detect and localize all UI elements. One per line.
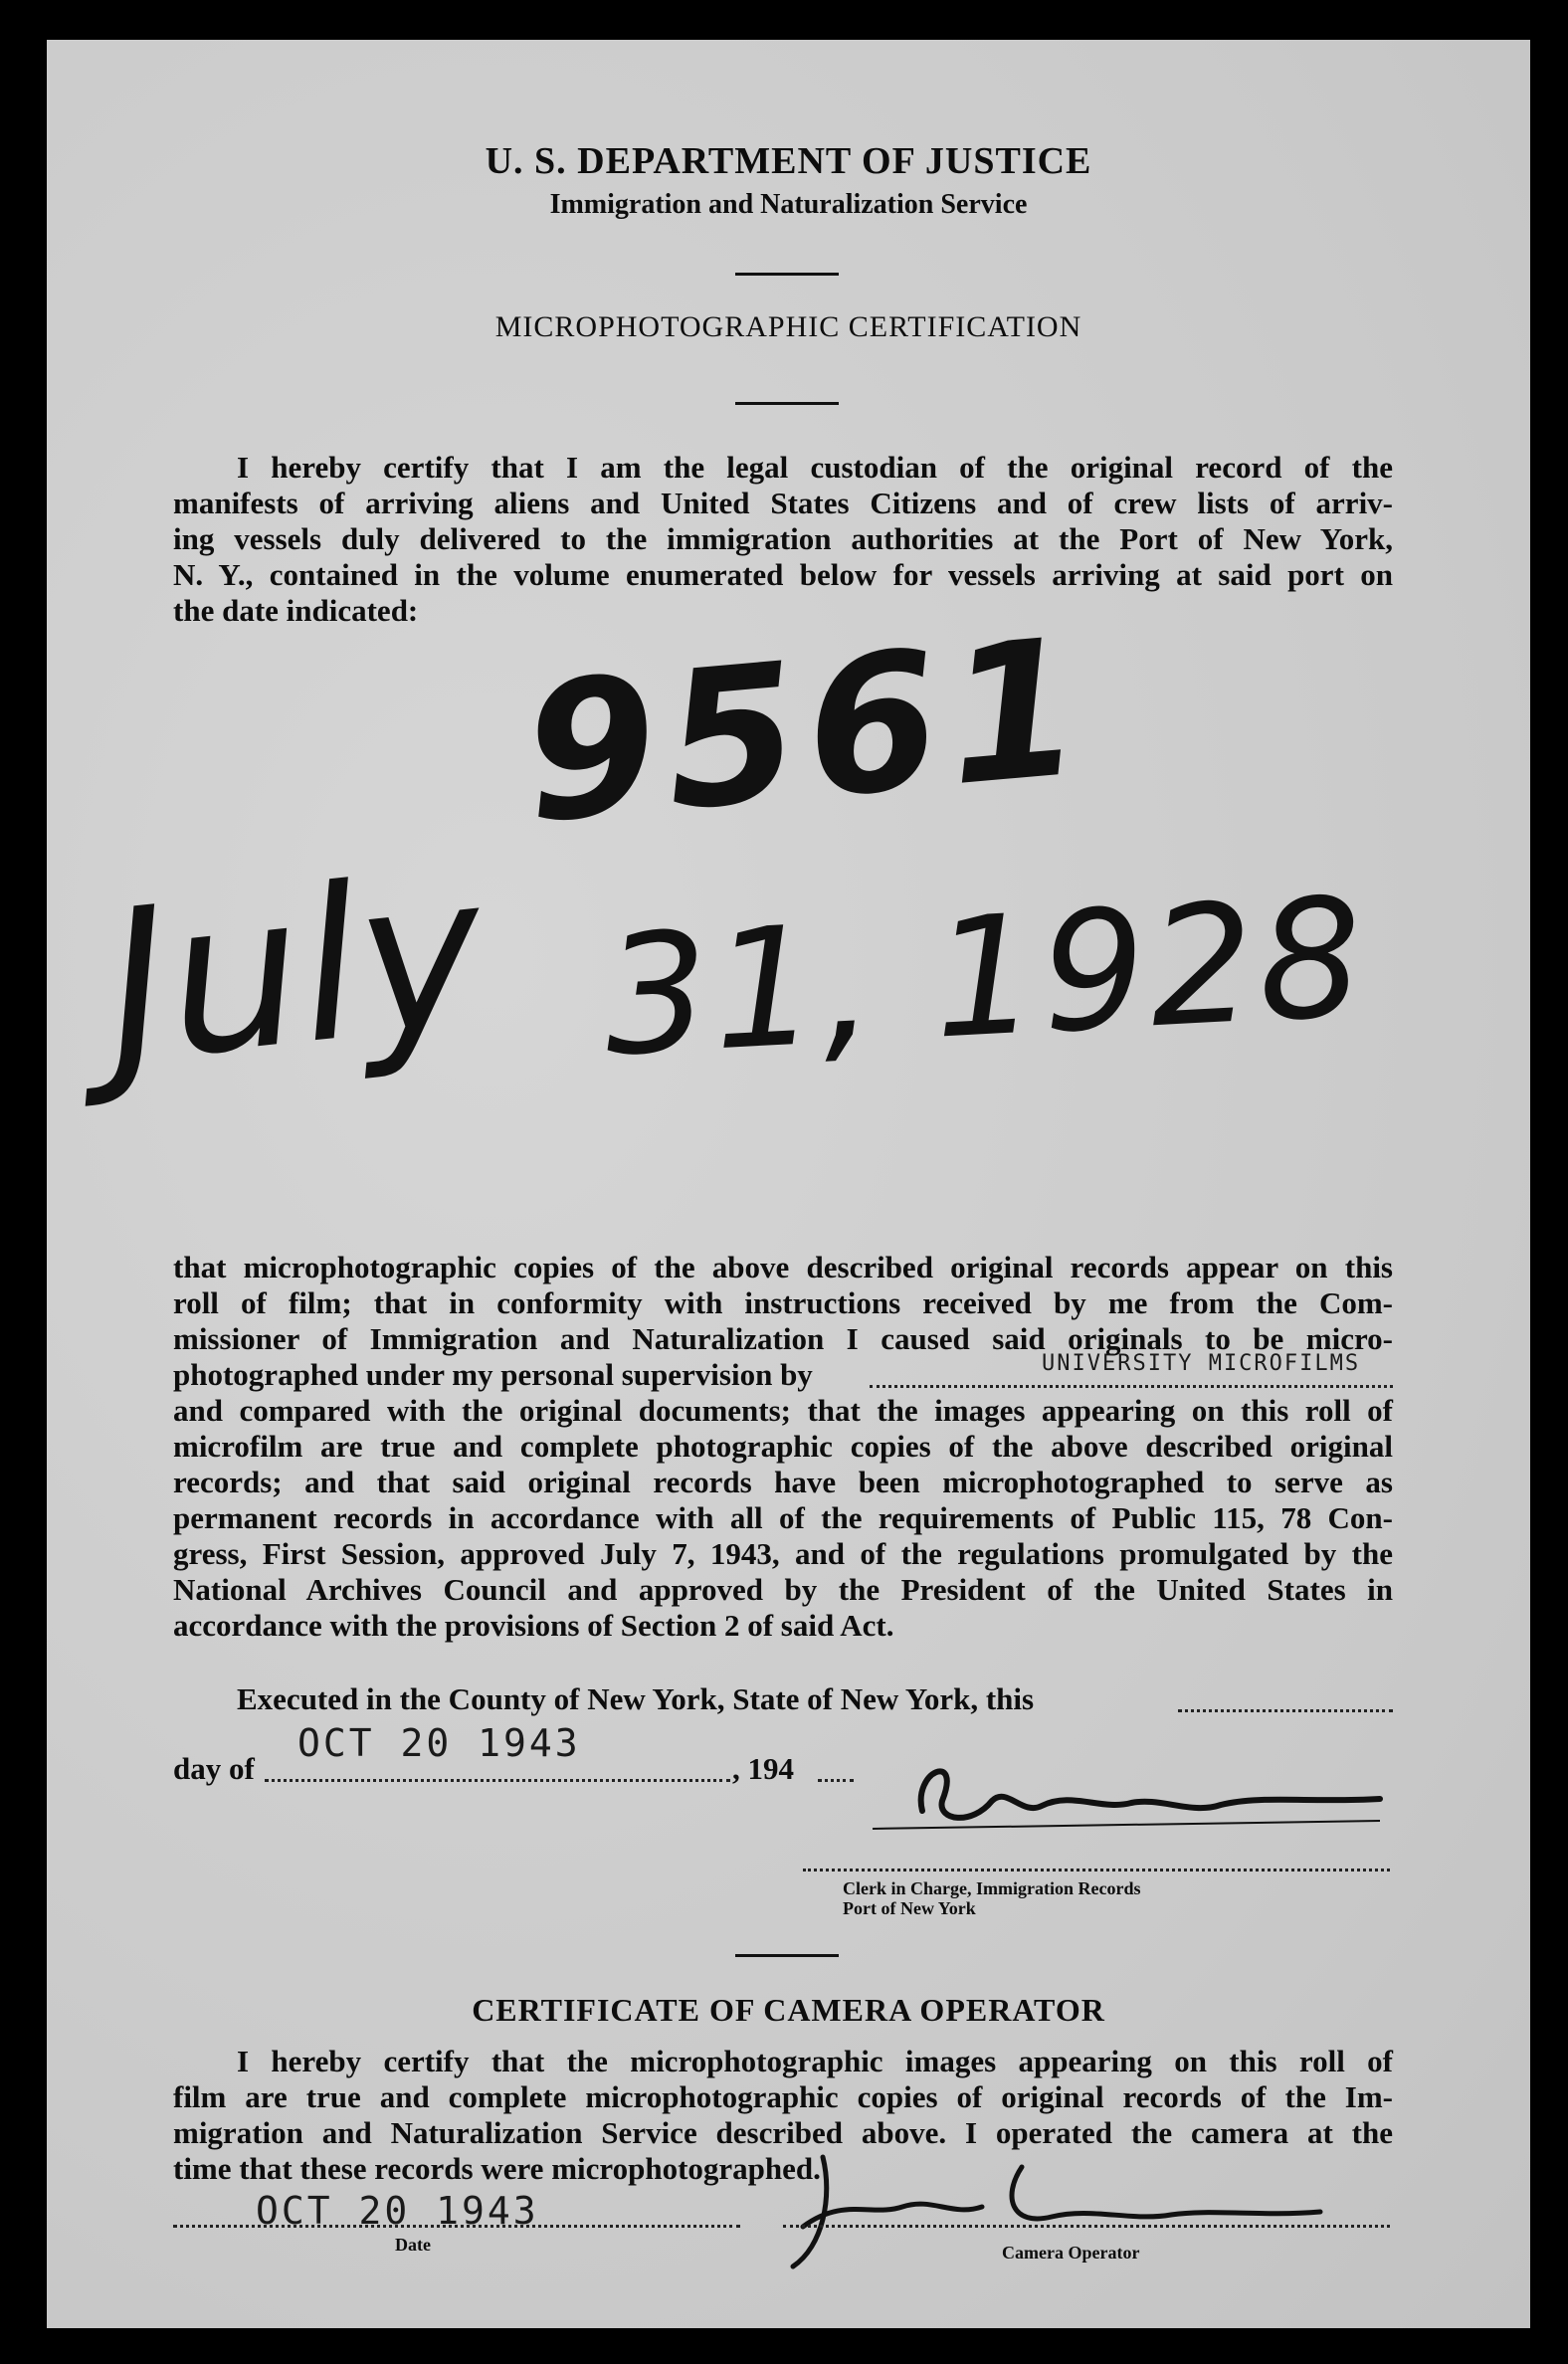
camera-operator-label: Camera Operator xyxy=(1002,2243,1140,2263)
body-line: National Archives Council and approved by the President of the United States in xyxy=(173,1572,1393,1607)
intro-line: I hereby certify that I am the legal custodian of the original record of the xyxy=(237,450,1393,485)
camera-operator-dotted-line xyxy=(783,2225,1390,2228)
intro-line: N. Y., contained in the volume enumerated below for vessels arriving at said port on xyxy=(173,557,1393,592)
execution-date-stamp: OCT 20 1943 xyxy=(297,1721,581,1765)
body-line: missioner of Immigration and Naturalization I caused said originals to be micro- xyxy=(173,1321,1393,1356)
body-line: that microphotographic copies of the above described original records appear on this xyxy=(173,1250,1393,1284)
camera-line: migration and Naturalization Service described above. I operated the camera at the xyxy=(173,2115,1393,2150)
body-line: permanent records in accordance with all of the requirements of Public 115, 78 Con- xyxy=(173,1500,1393,1535)
divider xyxy=(735,273,839,276)
filmed-by-stamp: UNIVERSITY MICROFILMS xyxy=(1042,1351,1361,1376)
intro-line: manifests of arriving aliens and United States Citizens and of crew lists of arriv- xyxy=(173,486,1393,520)
camera-operator-signature xyxy=(763,2137,1400,2286)
clerk-title: Clerk in Charge, Immigration Records Port of New York xyxy=(843,1878,1141,1918)
handwritten-volume-number: 9561 xyxy=(515,596,1099,866)
camera-line: I hereby certify that the microphotographic images appearing on this roll of xyxy=(237,2044,1393,2078)
body-line: accordance with the provisions of Section 2 of said Act. xyxy=(173,1608,894,1643)
form-title: MICROPHOTOGRAPHIC CERTIFICATION xyxy=(494,310,1082,343)
camera-date-label: Date xyxy=(395,2235,431,2255)
service-subheading: Immigration and Naturalization Service xyxy=(549,189,1028,220)
handwritten-date: 31, 1928 xyxy=(599,862,1372,1092)
certificate-sheet xyxy=(47,40,1530,2328)
camera-line: time that these records were microphotographed. xyxy=(173,2151,821,2186)
clerk-signature xyxy=(843,1731,1400,1861)
body-line: microfilm are true and complete photographic copies of the above described original xyxy=(173,1429,1393,1464)
day-of-dotted-line xyxy=(265,1779,730,1782)
intro-line: the date indicated: xyxy=(173,593,419,628)
camera-certificate-title: CERTIFICATE OF CAMERA OPERATOR xyxy=(472,1992,1105,2028)
filmed-by-dotted-line xyxy=(870,1385,1393,1388)
body-line: roll of film; that in conformity with instructions received by me from the Com- xyxy=(173,1285,1393,1320)
executed-day-dotted-line xyxy=(1178,1709,1393,1712)
divider xyxy=(735,1954,839,1957)
clerk-signature-dotted-line xyxy=(803,1869,1390,1872)
body-line: records; and that said original records have been microphotographed to serve as xyxy=(173,1465,1393,1499)
department-heading: U. S. DEPARTMENT OF JUSTICE xyxy=(485,140,1092,182)
body-line: and compared with the original documents; that the images appearing on this roll of xyxy=(173,1393,1393,1428)
handwritten-month: July xyxy=(95,828,494,1111)
camera-date-stamp: OCT 20 1943 xyxy=(256,2189,539,2233)
camera-date-dotted-line xyxy=(173,2225,740,2228)
day-of-line: day of , 194 xyxy=(173,1751,1393,1787)
body-line: gress, First Session, approved July 7, 1943, and of the regulations promulgated by the xyxy=(173,1536,1393,1571)
body-line-filmed-by: photographed under my personal supervision by xyxy=(173,1357,1393,1393)
intro-line: ing vessels duly delivered to the immigration authorities at the Port of New York, xyxy=(173,521,1393,556)
executed-line: Executed in the County of New York, State of New York, this xyxy=(173,1681,1393,1717)
camera-line: film are true and complete microphotographic copies of original records of the Im- xyxy=(173,2079,1393,2114)
divider xyxy=(735,402,839,405)
